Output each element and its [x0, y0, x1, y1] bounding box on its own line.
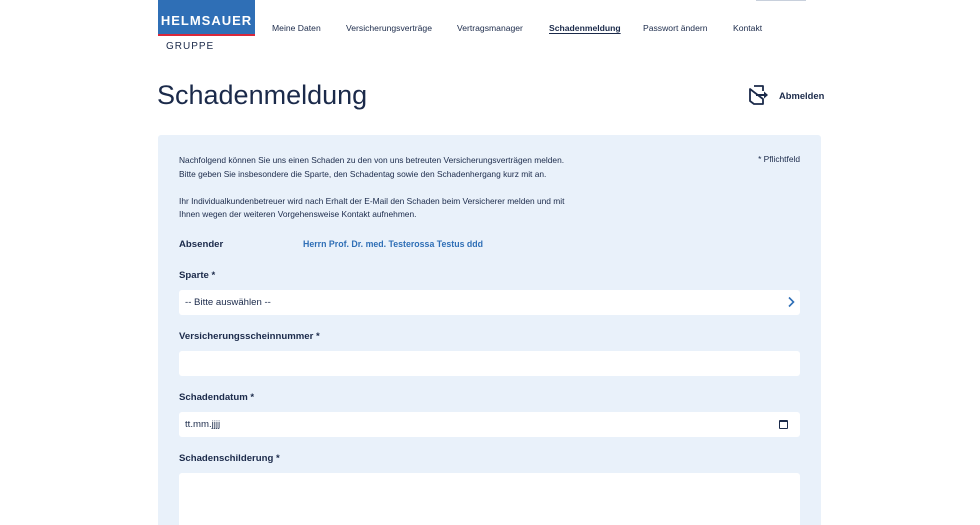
nav-item-passwort-aendern[interactable]: Passwort ändern	[643, 23, 708, 33]
sender-value: Herrn Prof. Dr. med. Testerossa Testus ddd	[303, 239, 484, 249]
intro-line: Nachfolgend können Sie uns einen Schaden zu den von uns betreuten Versicherungsverträgen melden.	[179, 155, 565, 165]
policy-number-input[interactable]	[179, 351, 800, 376]
intro-text	[179, 154, 609, 222]
damage-report-panel	[158, 135, 821, 525]
intro-line: Bitte geben Sie insbesondere die Sparte, den Schadentag sowie den Schadenhergang kurz mit an.	[179, 168, 547, 179]
damage-description-label: Schadenschilderung *	[179, 453, 280, 464]
sparte-select-value: -- Bitte auswählen --	[185, 297, 271, 308]
brand-sub: GRUPPE	[166, 41, 215, 52]
intro-line: Ihnen wegen der weiteren Vorgehensweise Kontakt aufnehmen.	[179, 209, 417, 219]
logout-button[interactable]	[746, 83, 824, 107]
damage-date-input[interactable]	[179, 412, 800, 437]
nav-item-vertragsmanager[interactable]: Vertragsmanager	[457, 23, 523, 33]
damage-date-label: Schadendatum *	[179, 392, 255, 403]
nav-item-meine-daten[interactable]: Meine Daten	[272, 23, 321, 33]
sender-label: Absender	[179, 239, 224, 250]
policy-number-label: Versicherungsscheinnummer *	[179, 331, 320, 342]
damage-description-textarea[interactable]	[179, 473, 800, 525]
sparte-select[interactable]	[179, 290, 800, 315]
damage-date-placeholder: tt.mm.jjjj	[185, 419, 221, 430]
logout-label: Abmelden	[779, 89, 825, 101]
brand-logo[interactable]	[158, 0, 255, 36]
sparte-label: Sparte *	[179, 270, 216, 281]
top-divider	[756, 0, 806, 1]
logout-icon	[746, 84, 770, 106]
brand-name: HELMSAUER	[160, 13, 253, 28]
page-title: Schadenmeldung	[157, 80, 368, 110]
nav-item-versicherungsvertraege[interactable]: Versicherungsverträge	[346, 23, 432, 33]
chevron-right-icon	[786, 296, 796, 308]
required-note: * Pflichtfeld	[758, 154, 800, 164]
intro-line: Ihr Individualkundenbetreuer wird nach Erhalt der E-Mail den Schaden beim Versicherer melden und mit	[179, 195, 565, 206]
nav-item-schadenmeldung[interactable]: Schadenmeldung	[549, 23, 621, 33]
nav-item-kontakt[interactable]: Kontakt	[733, 23, 763, 33]
calendar-icon[interactable]	[779, 420, 788, 429]
